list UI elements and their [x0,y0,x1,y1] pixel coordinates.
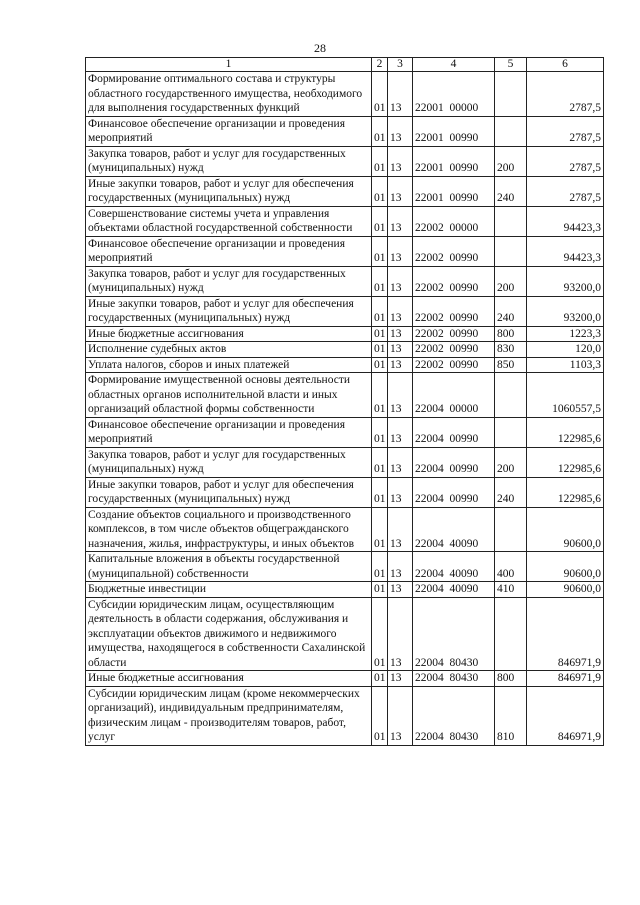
row-name: Финансовое обеспечение организации и проведения мероприятий [86,236,372,266]
row-subsection: 13 [388,236,413,266]
row-section: 01 [372,477,388,507]
row-section: 01 [372,447,388,477]
row-code: 22004 00000 [413,373,495,418]
row-kind: 850 [495,357,527,373]
row-amount: 94423,3 [527,236,604,266]
row-section: 01 [372,582,388,598]
row-code: 22004 40090 [413,552,495,582]
row-kind: 800 [495,326,527,342]
row-code: 22004 00990 [413,417,495,447]
row-amount: 90600,0 [527,582,604,598]
row-subsection: 13 [388,72,413,117]
table-row [86,597,604,671]
row-kind: 810 [495,686,527,745]
row-kind [495,72,527,117]
row-name: Создание объектов социального и производственного комплексов, в том числе объектов общегражданского назначения, жилья, инфраструктуры, и иных объектов [86,507,372,552]
row-kind: 800 [495,671,527,687]
row-subsection: 13 [388,417,413,447]
row-code: 22001 00990 [413,176,495,206]
row-section: 01 [372,206,388,236]
row-amount: 2787,5 [527,116,604,146]
row-subsection: 13 [388,597,413,671]
row-section: 01 [372,686,388,745]
row-section: 01 [372,176,388,206]
row-subsection: 13 [388,296,413,326]
row-subsection: 13 [388,373,413,418]
row-amount: 846971,9 [527,686,604,745]
row-code: 22001 00990 [413,146,495,176]
row-subsection: 13 [388,176,413,206]
row-code: 22001 00990 [413,116,495,146]
header-cell-code: 4 [413,58,495,72]
row-amount: 122985,6 [527,447,604,477]
row-subsection: 13 [388,507,413,552]
row-section: 01 [372,266,388,296]
row-amount: 122985,6 [527,477,604,507]
row-code: 22002 00990 [413,266,495,296]
row-name: Иные закупки товаров, работ и услуг для обеспечения государственных (муниципальных) нужд [86,176,372,206]
table-row [86,206,604,236]
header-cell-kind: 5 [495,58,527,72]
row-name: Закупка товаров, работ и услуг для государственных (муниципальных) нужд [86,266,372,296]
row-code: 22004 00990 [413,477,495,507]
row-name: Субсидии юридическим лицам (кроме некоммерческих организаций), индивидуальным предпринимателям, физическим лицам - производителям товаров, работ, услуг [86,686,372,745]
row-section: 01 [372,671,388,687]
row-name: Финансовое обеспечение организации и проведения мероприятий [86,417,372,447]
row-amount: 2787,5 [527,176,604,206]
row-amount: 1060557,5 [527,373,604,418]
row-name: Финансовое обеспечение организации и проведения мероприятий [86,116,372,146]
row-name: Капитальные вложения в объекты государственной (муниципальной) собственности [86,552,372,582]
row-name: Закупка товаров, работ и услуг для государственных (муниципальных) нужд [86,146,372,176]
header-cell-section: 2 [372,58,388,72]
row-subsection: 13 [388,326,413,342]
row-subsection: 13 [388,447,413,477]
row-kind: 200 [495,447,527,477]
table-row [86,326,604,342]
table-row [86,507,604,552]
row-amount: 1223,3 [527,326,604,342]
row-kind: 400 [495,552,527,582]
table-row [86,296,604,326]
row-amount: 846971,9 [527,671,604,687]
row-section: 01 [372,357,388,373]
row-amount: 2787,5 [527,72,604,117]
table-row [86,146,604,176]
row-code: 22004 80430 [413,671,495,687]
row-section: 01 [372,72,388,117]
row-section: 01 [372,116,388,146]
row-code: 22004 40090 [413,582,495,598]
row-subsection: 13 [388,552,413,582]
row-name: Формирование оптимального состава и структуры областного государственного имущества, необходимого для выполнения государственных функций [86,72,372,117]
row-name: Иные бюджетные ассигнования [86,326,372,342]
table-row [86,552,604,582]
row-code: 22002 00990 [413,326,495,342]
row-code: 22004 40090 [413,507,495,552]
row-code: 22002 00990 [413,296,495,326]
table-row [86,686,604,745]
row-name: Иные закупки товаров, работ и услуг для обеспечения государственных (муниципальных) нужд [86,477,372,507]
row-name: Иные бюджетные ассигнования [86,671,372,687]
row-amount: 122985,6 [527,417,604,447]
row-subsection: 13 [388,146,413,176]
table-row [86,342,604,358]
row-code: 22004 00990 [413,447,495,477]
table-row [86,357,604,373]
row-section: 01 [372,296,388,326]
row-amount: 846971,9 [527,597,604,671]
row-kind: 200 [495,266,527,296]
row-code: 22004 80430 [413,597,495,671]
row-name: Исполнение судебных актов [86,342,372,358]
row-amount: 2787,5 [527,146,604,176]
table-row [86,582,604,598]
row-code: 22002 00990 [413,236,495,266]
row-section: 01 [372,236,388,266]
budget-table [85,57,604,746]
row-section: 01 [372,597,388,671]
row-code: 22002 00990 [413,357,495,373]
row-kind [495,206,527,236]
row-section: 01 [372,373,388,418]
row-amount: 93200,0 [527,296,604,326]
table-row [86,236,604,266]
table-row [86,373,604,418]
row-name: Закупка товаров, работ и услуг для государственных (муниципальных) нужд [86,447,372,477]
row-name: Формирование имущественной основы деятельности областных органов исполнительной власти и иных организаций областной формы собственности [86,373,372,418]
row-subsection: 13 [388,686,413,745]
row-kind [495,236,527,266]
row-section: 01 [372,326,388,342]
row-subsection: 13 [388,206,413,236]
row-kind [495,116,527,146]
row-amount: 90600,0 [527,507,604,552]
table-row [86,176,604,206]
row-subsection: 13 [388,266,413,296]
row-subsection: 13 [388,342,413,358]
row-code: 22004 80430 [413,686,495,745]
table-row [86,417,604,447]
row-kind: 240 [495,296,527,326]
row-amount: 94423,3 [527,206,604,236]
header-row [86,58,604,72]
table-row [86,671,604,687]
row-name: Уплата налогов, сборов и иных платежей [86,357,372,373]
header-cell-subsection: 3 [388,58,413,72]
row-kind [495,373,527,418]
row-amount: 90600,0 [527,552,604,582]
header-cell-name: 1 [86,58,372,72]
row-kind [495,507,527,552]
row-code: 22002 00990 [413,342,495,358]
table-row [86,266,604,296]
row-kind: 830 [495,342,527,358]
row-subsection: 13 [388,582,413,598]
row-subsection: 13 [388,116,413,146]
table-body [86,72,604,746]
row-amount: 93200,0 [527,266,604,296]
row-kind: 240 [495,477,527,507]
row-kind: 200 [495,146,527,176]
page-number: 28 [314,41,326,55]
table-row [86,447,604,477]
row-name: Бюджетные инвестиции [86,582,372,598]
table-row [86,72,604,117]
row-name: Субсидии юридическим лицам, осуществляющим деятельность в области содержания, обслуживания и эксплуатации объектов движимого и недвижимого имущества, находящегося в собственности Сахалинской области [86,597,372,671]
row-section: 01 [372,342,388,358]
row-kind: 240 [495,176,527,206]
table-row [86,477,604,507]
table-row [86,116,604,146]
row-kind: 410 [495,582,527,598]
row-kind [495,417,527,447]
row-code: 22001 00000 [413,72,495,117]
header-cell-amount: 6 [527,58,604,72]
row-code: 22002 00000 [413,206,495,236]
row-amount: 120,0 [527,342,604,358]
row-subsection: 13 [388,357,413,373]
row-name: Совершенствование системы учета и управления объектами областной государственной собственности [86,206,372,236]
row-subsection: 13 [388,477,413,507]
row-section: 01 [372,507,388,552]
row-section: 01 [372,552,388,582]
row-subsection: 13 [388,671,413,687]
row-name: Иные закупки товаров, работ и услуг для обеспечения государственных (муниципальных) нужд [86,296,372,326]
row-section: 01 [372,146,388,176]
row-amount: 1103,3 [527,357,604,373]
row-section: 01 [372,417,388,447]
row-kind [495,597,527,671]
